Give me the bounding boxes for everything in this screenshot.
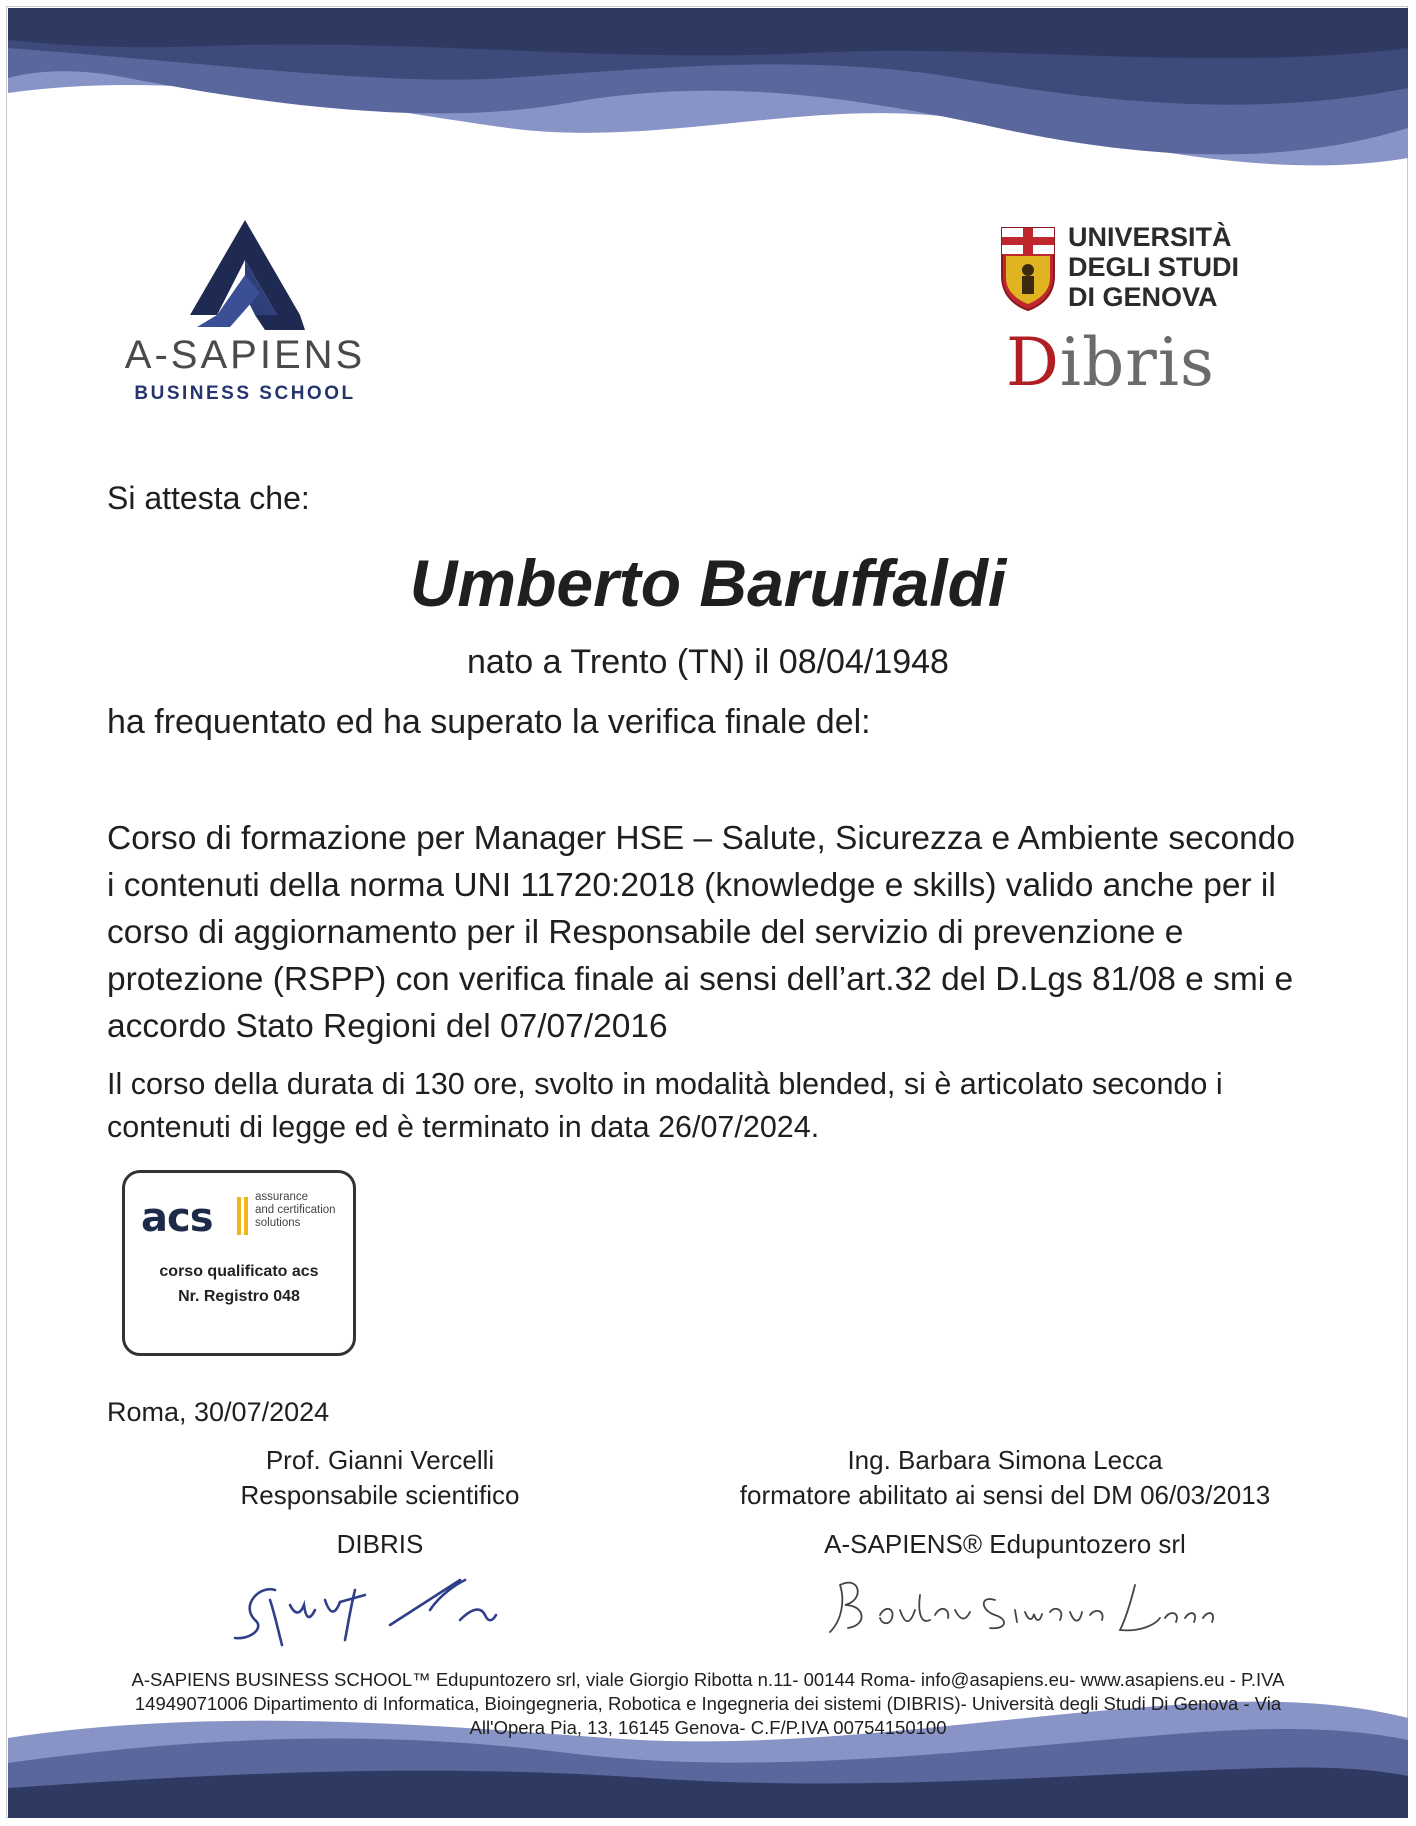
unige-line2: DEGLI STUDI [1068, 252, 1240, 282]
dibris-logo-rest: ibris [1059, 324, 1215, 401]
duration-line: Il corso della durata di 130 ore, svolto in modalità blended, si è articolato secondo i [107, 1067, 1223, 1101]
course-line: Corso di formazione per Manager HSE – Salute, Sicurezza e Ambiente secondo [107, 820, 1296, 857]
signature-left-image [230, 1570, 530, 1650]
duration-line: contenuti di legge ed è terminato in data 26/07/2024. [107, 1110, 820, 1144]
course-line: i contenuti della norma UNI 11720:2018 (knowledge e skills) valido anche per il [107, 867, 1276, 904]
asapiens-logo [105, 215, 385, 415]
acs-bars-icon [237, 1195, 249, 1237]
signatory-right-org: A-SAPIENS® Edupuntozero srl [824, 1529, 1186, 1559]
attended-text: ha frequentato ed ha superato la verifica finale del: [107, 703, 871, 741]
footer-line: All'Opera Pia, 13, 16145 Genova- C.F/P.IVA 00754150100 [469, 1717, 947, 1738]
signature-right-image [820, 1570, 1220, 1640]
signatory-right-name: Ing. Barbara Simona Lecca [847, 1445, 1163, 1475]
acs-tag-line: and certification [255, 1204, 336, 1216]
dibris-logo-d: D [1006, 324, 1060, 401]
signatory-right-role: formatore abilitato ai sensi del DM 06/03/2013 [739, 1480, 1271, 1510]
signatory-right [660, 1443, 1350, 1513]
acs-logo-text: acs [141, 1195, 213, 1241]
asapiens-emblem-icon [105, 215, 385, 335]
footer-line: 14949071006 Dipartimento di Informatica, Bioingegneria, Robotica e Ingegneria dei sistemi (DIBRIS)- Università degli Studi Di Genova - Via [134, 1693, 1282, 1714]
acs-tagline [255, 1191, 336, 1230]
signatory-left-org: DIBRIS [336, 1529, 424, 1559]
signatory-left-name: Prof. Gianni Vercelli [265, 1445, 495, 1475]
course-description [107, 815, 1327, 1050]
footer-line: A-SAPIENS BUSINESS SCHOOL™ Edupuntozero srl, viale Giorgio Ribotta n.11- 00144 Roma- info@asapiens.eu- www.asapiens.eu - P.IVA [131, 1669, 1285, 1690]
signatory-left-role: Responsabile scientifico [240, 1480, 520, 1510]
top-wave-decoration [8, 8, 1408, 198]
asapiens-subtitle: BUSINESS SCHOOL [134, 383, 356, 404]
signatory-left [180, 1443, 580, 1513]
intro-text: Si attesta che: [107, 480, 310, 516]
dibris-logo [1006, 324, 1215, 401]
footer-text [40, 1668, 1376, 1740]
asapiens-name: A-SAPIENS [124, 333, 366, 377]
course-line: accordo Stato Regioni del 07/07/2016 [107, 1008, 668, 1045]
place-date: Roma, 30/07/2024 [107, 1397, 330, 1427]
acs-qualification-badge [122, 1170, 356, 1356]
course-line: protezione (RSPP) con verifica finale ai sensi dell’art.32 del D.Lgs 81/08 e smi e [107, 961, 1294, 998]
unige-line1: UNIVERSITÀ [1068, 222, 1232, 252]
course-line: corso di aggiornamento per il Responsabile del servizio di prevenzione e [107, 914, 1184, 951]
unige-dibris-logos [1000, 220, 1260, 420]
unige-line3: DI GENOVA [1068, 282, 1218, 312]
recipient-name: Umberto Baruffaldi [409, 546, 1007, 620]
acs-course-qualified: corso qualificato acs [159, 1263, 319, 1280]
acs-tag-line: solutions [255, 1217, 301, 1229]
birth-info: nato a Trento (TN) il 08/04/1948 [467, 643, 949, 681]
acs-tag-line: assurance [255, 1191, 309, 1203]
unige-crest-icon [1000, 226, 1056, 312]
acs-register-number: Nr. Registro 048 [178, 1288, 300, 1305]
course-duration [107, 1063, 1327, 1149]
